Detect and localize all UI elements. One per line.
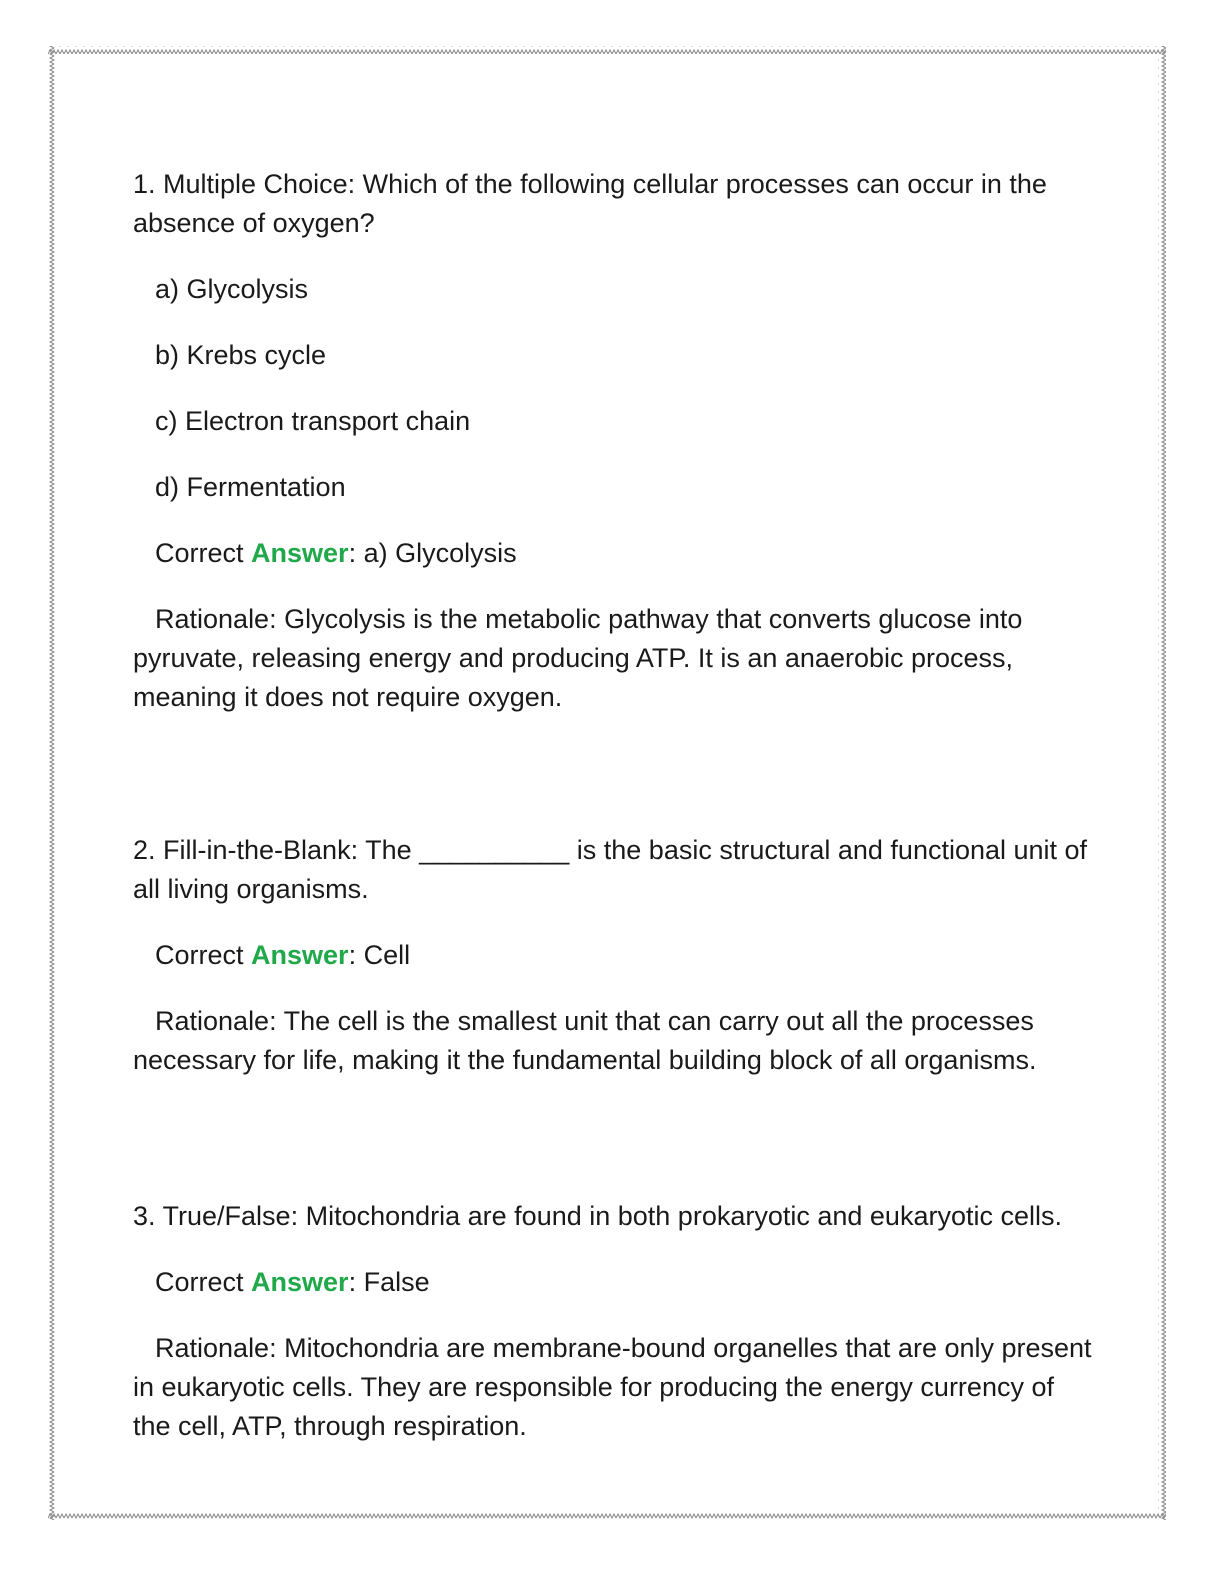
answer-value: : Cell <box>348 940 411 970</box>
rationale: Rationale: Mitochondria are membrane-bound organelles that are only present in eukaryotic cells. They are responsible for producing the energy currency of the cell, ATP, through respiration. <box>133 1333 1092 1441</box>
answer-label: Answer <box>251 538 349 568</box>
rationale: Rationale: The cell is the smallest unit that can carry out all the processes necessary for life, making it the fundamental building block of all organisms. <box>133 1006 1037 1075</box>
question-block-3 <box>133 1197 1093 1446</box>
answer-label: Answer <box>251 940 349 970</box>
question-block-1 <box>133 165 1093 717</box>
answer-prefix: Correct <box>155 538 252 568</box>
answer-label: Answer <box>251 1267 349 1297</box>
question-prompt: 1. Multiple Choice: Which of the following cellular processes can occur in the absence of oxygen? <box>133 169 1047 238</box>
answer-value: : False <box>348 1267 430 1297</box>
question-prompt: 2. Fill-in-the-Blank: The __________ is the basic structural and functional unit of all living organisms. <box>133 835 1088 904</box>
quiz-content <box>133 165 1093 1473</box>
correct-answer <box>133 936 1093 975</box>
rationale: Rationale: Glycolysis is the metabolic pathway that converts glucose into pyruvate, releasing energy and producing ATP. It is an anaerobic process, meaning it does not require oxygen. <box>133 604 1023 712</box>
option-b: b) Krebs cycle <box>155 340 327 370</box>
answer-value: : a) Glycolysis <box>348 538 517 568</box>
correct-answer <box>133 1263 1093 1302</box>
option-d: d) Fermentation <box>155 472 346 502</box>
question-block-2 <box>133 831 1093 1080</box>
answer-prefix: Correct <box>155 1267 252 1297</box>
answer-prefix: Correct <box>155 940 252 970</box>
question-prompt: 3. True/False: Mitochondria are found in both prokaryotic and eukaryotic cells. <box>133 1201 1062 1231</box>
option-a: a) Glycolysis <box>155 274 309 304</box>
correct-answer <box>133 534 1093 573</box>
option-c: c) Electron transport chain <box>155 406 471 436</box>
